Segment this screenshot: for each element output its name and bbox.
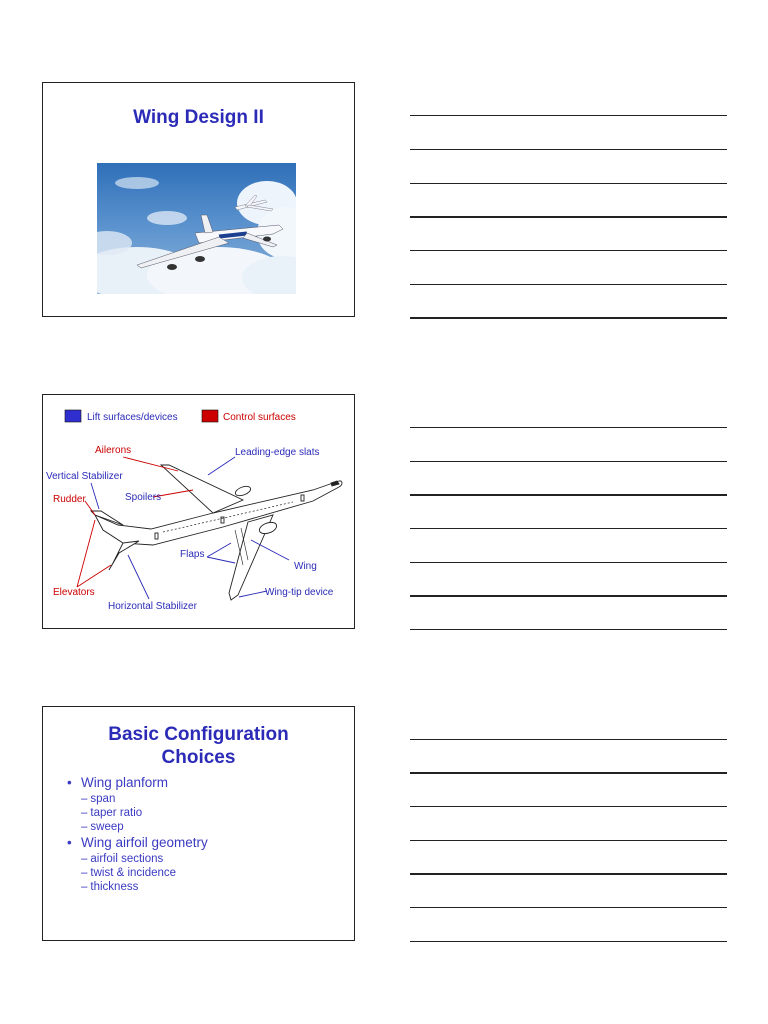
- label-spoilers: Spoilers: [125, 492, 162, 503]
- slide-title: Wing Design II: [133, 107, 264, 128]
- slide-wing-design: [42, 82, 355, 317]
- sub-bullet-item: – taper ratio: [81, 807, 208, 819]
- airplane-outline-icon: [91, 465, 342, 600]
- note-line: [410, 284, 727, 285]
- note-line: [410, 149, 727, 150]
- note-line: [410, 941, 727, 942]
- bullet-item: • Wing planform: [67, 775, 208, 790]
- label-horizontal-stabilizer: Horizontal Stabilizer: [108, 601, 197, 612]
- airplane-photo: [97, 163, 296, 294]
- note-line: [410, 873, 727, 875]
- label-vertical-stabilizer: Vertical Stabilizer: [46, 471, 123, 482]
- label-rudder: Rudder: [53, 494, 86, 505]
- note-line: [410, 461, 727, 462]
- airplane-photo-icon: [97, 163, 296, 294]
- sub-bullet-item: – span: [81, 793, 208, 805]
- bullet-item: • Wing airfoil geometry: [67, 835, 208, 850]
- legend-lift-label: Lift surfaces/devices: [87, 412, 178, 423]
- bullet-list: [67, 775, 208, 895]
- label-elevators: Elevators: [53, 587, 95, 598]
- slide-title: [43, 723, 354, 769]
- note-line: [410, 494, 727, 496]
- note-line: [410, 595, 727, 597]
- sub-bullet-item: – airfoil sections: [81, 853, 208, 865]
- note-line: [410, 840, 727, 841]
- note-line: [410, 216, 727, 218]
- note-line: [410, 183, 727, 184]
- airplane-diagram: [43, 395, 356, 630]
- note-line: [410, 562, 727, 563]
- sub-bullet-item: – sweep: [81, 821, 208, 833]
- note-line: [410, 427, 727, 428]
- label-wing-tip-device: Wing-tip device: [265, 587, 334, 598]
- label-leading-edge-slats: Leading-edge slats: [235, 447, 320, 458]
- note-line: [410, 772, 727, 774]
- sub-bullet-item: – twist & incidence: [81, 867, 208, 879]
- legend-lift-swatch: [65, 410, 81, 422]
- legend-control-swatch: [202, 410, 218, 422]
- note-line: [410, 907, 727, 908]
- note-line: [410, 250, 727, 251]
- label-ailerons: Ailerons: [95, 445, 132, 456]
- note-line: [410, 739, 727, 740]
- note-line: [410, 629, 727, 630]
- slide-title-line1: Basic Configuration: [108, 724, 289, 745]
- label-wing: Wing: [294, 561, 317, 572]
- note-line: [410, 317, 727, 319]
- slide-airplane-diagram: [42, 394, 355, 629]
- slide-basic-configuration: [42, 706, 355, 941]
- label-flaps: Flaps: [180, 549, 205, 560]
- sub-bullet-item: – thickness: [81, 881, 208, 893]
- note-line: [410, 115, 727, 116]
- note-line: [410, 528, 727, 529]
- slide-title-line2: Choices: [161, 747, 236, 768]
- legend-control-label: Control surfaces: [223, 412, 296, 423]
- note-line: [410, 806, 727, 807]
